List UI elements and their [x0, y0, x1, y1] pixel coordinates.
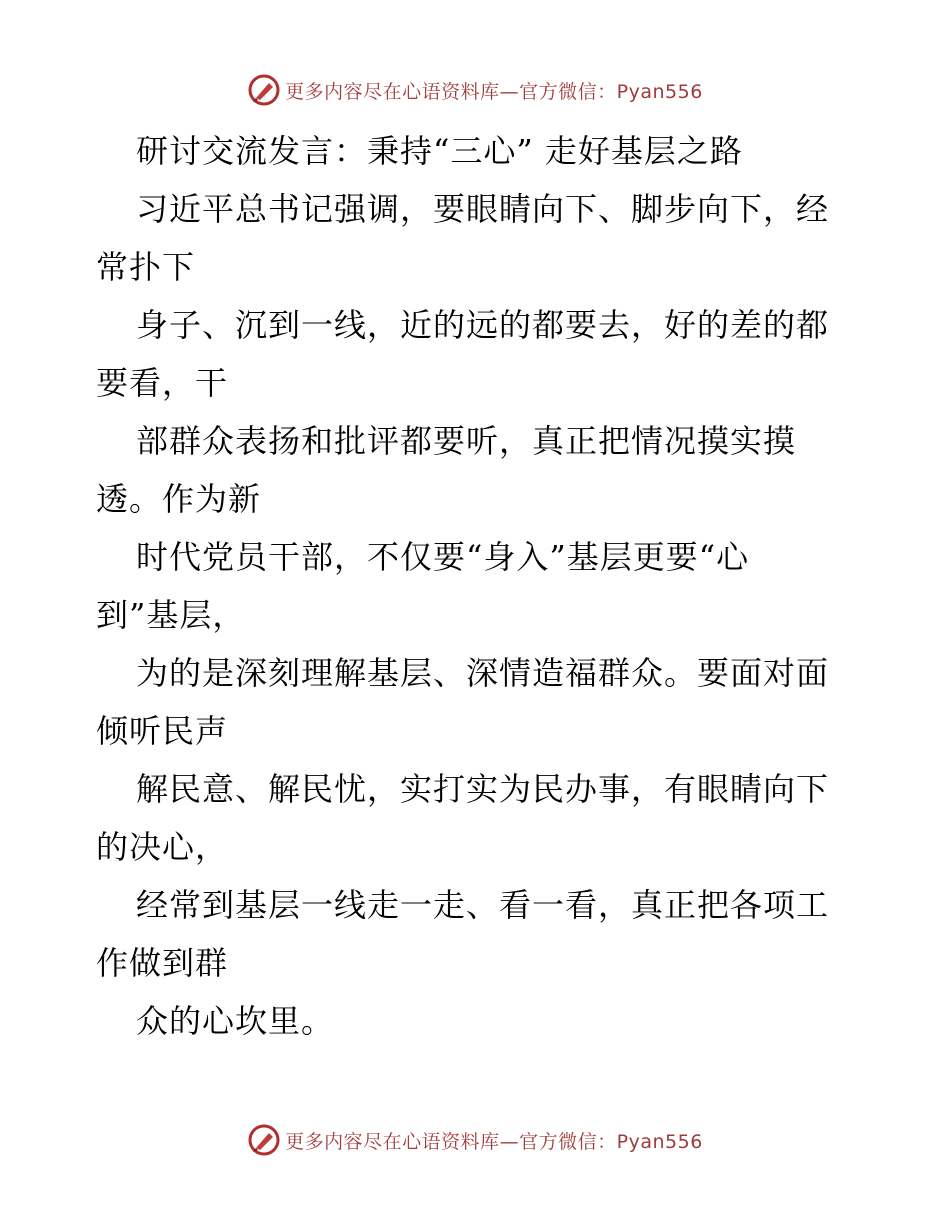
body-line: 解民意、解民忧，实打实为民办事，有眼睛向下 [136, 770, 830, 808]
pen-nib-logo-icon [247, 73, 281, 107]
body-line: 众的心坎里。 [136, 1002, 335, 1040]
body-line: 到”基层， [96, 596, 246, 634]
body-line: 身子、沉到一线，近的远的都要去，好的差的都 [136, 306, 830, 344]
body-line: 透。作为新 [96, 480, 262, 518]
document-body [96, 122, 866, 1050]
header-banner [0, 70, 950, 110]
header-banner-text: 更多内容尽在心语资料库—官方微信：Pyan556 [285, 80, 703, 103]
body-line: 时代党员干部，不仅要“身入”基层更要“心 [136, 538, 750, 576]
body-line: 常扑下 [96, 248, 196, 286]
body-line: 倾听民声 [96, 712, 229, 750]
body-line: 部群众表扬和批评都要听，真正把情况摸实摸 [136, 422, 797, 460]
body-line: 经常到基层一线走一走、看一看，真正把各项工 [136, 886, 830, 924]
body-line: 习近平总书记强调，要眼睛向下、脚步向下，经 [136, 190, 830, 228]
body-line: 作做到群 [96, 944, 229, 982]
body-line: 要看，干 [96, 364, 229, 402]
footer-banner-text: 更多内容尽在心语资料库—官方微信：Pyan556 [285, 1130, 703, 1153]
pen-nib-logo-icon [247, 1123, 281, 1157]
body-line: 的决心， [96, 828, 229, 866]
footer-banner [0, 1120, 950, 1160]
body-line: 为的是深刻理解基层、深情造福群众。要面对面 [136, 654, 830, 692]
document-title: 研讨交流发言：秉持“三心” 走好基层之路 [136, 132, 743, 170]
